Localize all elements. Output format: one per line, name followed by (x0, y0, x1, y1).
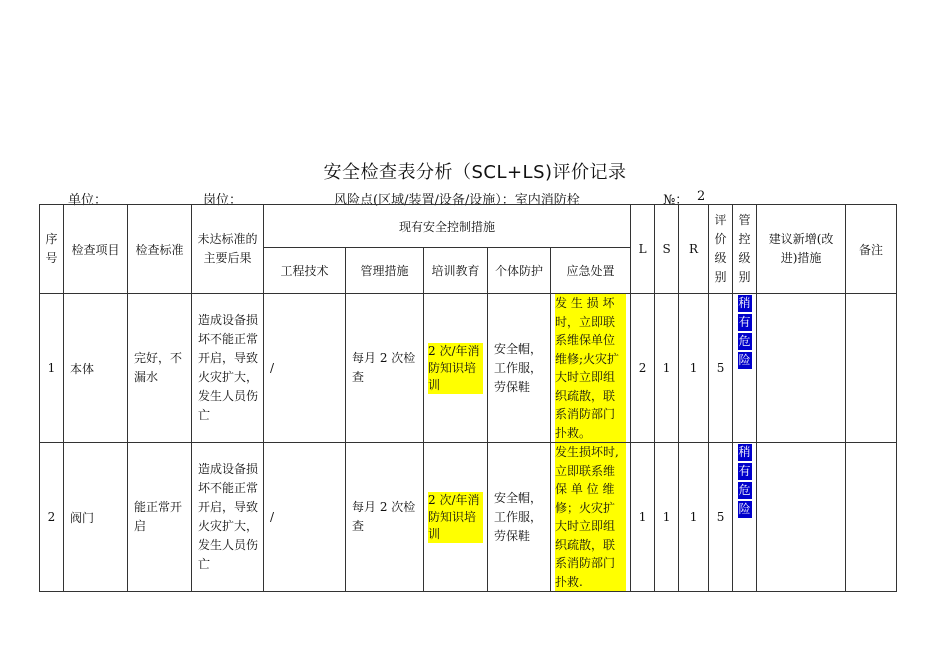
number-label: №： (663, 193, 689, 208)
cell-rating: 5 (709, 294, 733, 443)
header-S: S (655, 205, 679, 294)
post-label: 岗位： (203, 193, 243, 208)
cell-rating: 5 (709, 443, 733, 592)
header-training: 培训教育 (424, 248, 488, 294)
header-suggest: 建议新增(改 进)措施 (757, 205, 846, 294)
cell-ppe: 安全帽， 工作服， 劳保鞋 (488, 443, 551, 592)
cell-training: 2 次/年消 防知识培 训 (424, 443, 488, 592)
header-item: 检查项目 (64, 205, 128, 294)
table-row (40, 443, 897, 592)
cell-seq: 2 (40, 443, 64, 592)
header-controls: 现有安全控制措施 (264, 205, 631, 248)
cell-standard: 完好，不 漏水 (128, 294, 192, 443)
cell-consequence: 造成设备损 坏不能正常 开启，导致 火灾扩大， 发生人员伤 亡 (192, 294, 264, 443)
cell-S: 1 (655, 294, 679, 443)
cell-standard: 能正常开 启 (128, 443, 192, 592)
cell-engineering: / (264, 443, 346, 592)
cell-seq: 1 (40, 294, 64, 443)
cell-emergency: 发生损坏时, 立即联系维 保 单 位 维 修；火灾扩 大时立即组 织疏散，联 系消防部门 扑救. (551, 443, 631, 592)
header-remark: 备注 (846, 205, 897, 294)
cell-R: 1 (679, 443, 709, 592)
cell-training: 2 次/年消 防知识培 训 (424, 294, 488, 443)
cell-management: 每月 2 次检 查 (346, 443, 424, 592)
cell-remark (846, 294, 897, 443)
header-L: L (631, 205, 655, 294)
risk-point-label: 风险点(区域/装置/设备/设施）：室内消防栓 (334, 193, 580, 208)
table-row (40, 294, 897, 443)
header-emergency: 应急处置 (551, 248, 631, 294)
header-control-level: 管 控 级 别 (733, 205, 757, 294)
unit-label: 单位： (68, 193, 108, 208)
number-value: 2 (697, 189, 706, 204)
header-seq: 序 号 (40, 205, 64, 294)
cell-suggest (757, 294, 846, 443)
header-ppe: 个体防护 (488, 248, 551, 294)
header-engineering: 工程技术 (264, 248, 346, 294)
document-title: 安全检查表分析（SCL+LS)评价记录 (323, 162, 627, 183)
cell-consequence: 造成设备损 坏不能正常 开启，导致 火灾扩大， 发生人员伤 亡 (192, 443, 264, 592)
cell-engineering: / (264, 294, 346, 443)
cell-emergency: 发 生 损 坏 时，立即联 系维保单位 维修;火灾扩 大时立即组 织疏散，联 系消防部门 扑救。 (551, 294, 631, 443)
cell-item: 本体 (64, 294, 128, 443)
cell-management: 每月 2 次检 查 (346, 294, 424, 443)
cell-L: 2 (631, 294, 655, 443)
cell-item: 阀门 (64, 443, 128, 592)
cell-control-level: 稍 有 危 险 (733, 294, 757, 443)
header-rating: 评 价 级 别 (709, 205, 733, 294)
cell-S: 1 (655, 443, 679, 592)
header-management: 管理措施 (346, 248, 424, 294)
cell-remark (846, 443, 897, 592)
safety-checklist-table (39, 204, 897, 592)
cell-R: 1 (679, 294, 709, 443)
header-consequence: 未达标准的 主要后果 (192, 205, 264, 294)
cell-suggest (757, 443, 846, 592)
header-standard: 检查标准 (128, 205, 192, 294)
header-R: R (679, 205, 709, 294)
cell-control-level: 稍 有 危 险 (733, 443, 757, 592)
cell-L: 1 (631, 443, 655, 592)
cell-ppe: 安全帽， 工作服， 劳保鞋 (488, 294, 551, 443)
